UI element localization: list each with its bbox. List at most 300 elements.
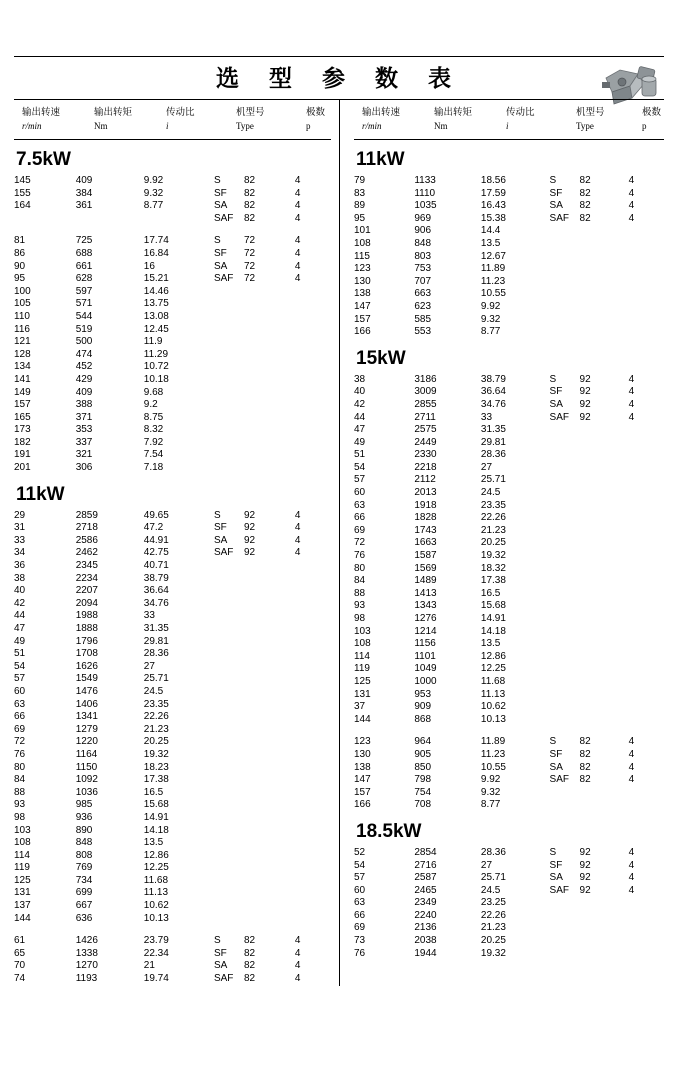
cell-ratio: 10.62 bbox=[480, 701, 506, 713]
cell-type bbox=[550, 651, 629, 664]
cell-output-torque: 1092 bbox=[75, 774, 98, 786]
cell-output-speed: 40 bbox=[354, 386, 366, 398]
table-row bbox=[14, 200, 331, 213]
cell-type bbox=[214, 623, 295, 636]
cell-poles bbox=[295, 887, 331, 900]
cell-output-speed: 141 bbox=[14, 373, 31, 385]
type-prefix: SF bbox=[549, 748, 563, 760]
table-row bbox=[354, 575, 664, 588]
table-row bbox=[14, 762, 331, 775]
cell-output-speed: 166 bbox=[354, 326, 371, 338]
cell-poles bbox=[629, 588, 664, 601]
cell-ratio: 9.92 bbox=[480, 774, 501, 786]
cell-poles bbox=[629, 714, 664, 727]
header-torque: 输出转矩 Nm bbox=[94, 107, 133, 131]
cell-ratio: 12.67 bbox=[480, 250, 506, 262]
cell-output-speed: 108 bbox=[354, 237, 371, 249]
cell-type bbox=[550, 774, 629, 787]
cell-output-speed: 173 bbox=[14, 424, 31, 436]
cell-output-speed: 76 bbox=[14, 748, 26, 760]
cell-output-speed: 66 bbox=[354, 512, 366, 524]
table-row bbox=[14, 799, 331, 812]
cell-type bbox=[214, 724, 295, 737]
cell-ratio: 24.5 bbox=[480, 487, 501, 499]
cell-ratio: 11.23 bbox=[480, 275, 506, 287]
cell-output-torque: 2218 bbox=[414, 461, 437, 473]
cell-output-speed: 84 bbox=[14, 774, 26, 786]
cell-output-speed: 119 bbox=[14, 862, 30, 874]
type-prefix: S bbox=[549, 846, 557, 858]
header-type: 机型号 Type bbox=[236, 107, 265, 131]
cell-output-torque: 2207 bbox=[75, 585, 98, 597]
cell-type bbox=[214, 837, 295, 850]
cell-type bbox=[550, 374, 629, 387]
cell-output-torque: 1743 bbox=[414, 524, 437, 536]
type-size: 82 bbox=[579, 736, 591, 748]
cell-output-torque: 2462 bbox=[75, 547, 98, 559]
cell-ratio: 19.74 bbox=[143, 973, 169, 985]
cell-output-torque: 850 bbox=[414, 761, 432, 773]
cell-output-speed: 144 bbox=[354, 713, 371, 725]
type-size: 92 bbox=[243, 509, 256, 521]
table-row bbox=[354, 386, 664, 399]
cell-output-speed: 166 bbox=[354, 799, 371, 811]
cell-output-speed: 37 bbox=[354, 701, 366, 713]
cell-output-torque: 848 bbox=[75, 837, 93, 849]
cell-poles bbox=[629, 689, 664, 702]
cell-output-speed: 144 bbox=[14, 912, 31, 924]
table-row bbox=[14, 273, 331, 286]
cell-output-torque: 969 bbox=[414, 212, 432, 224]
cell-output-torque: 2349 bbox=[414, 897, 437, 909]
table-row bbox=[14, 711, 331, 724]
cell-poles bbox=[629, 922, 664, 935]
cell-poles bbox=[629, 910, 664, 923]
cell-output-torque: 808 bbox=[75, 849, 93, 861]
cell-poles bbox=[629, 314, 664, 327]
cell-output-speed: 90 bbox=[14, 260, 26, 272]
cell-output-torque: 2718 bbox=[75, 522, 98, 534]
cell-output-torque: 1150 bbox=[75, 761, 98, 773]
cell-output-torque: 2575 bbox=[414, 424, 437, 436]
cell-type bbox=[550, 288, 629, 301]
table-row bbox=[354, 897, 664, 910]
cell-output-speed: 98 bbox=[14, 811, 26, 823]
type-prefix: SF bbox=[549, 386, 563, 398]
cell-type bbox=[550, 787, 629, 800]
cell-poles: 4 bbox=[294, 547, 301, 559]
cell-type bbox=[550, 238, 629, 251]
cell-type bbox=[214, 412, 295, 425]
table-row bbox=[354, 314, 664, 327]
cell-ratio: 11.68 bbox=[480, 675, 506, 687]
cell-ratio: 21 bbox=[143, 960, 155, 972]
cell-ratio: 12.45 bbox=[143, 323, 169, 335]
cell-output-speed: 147 bbox=[354, 300, 371, 312]
cell-output-speed: 123 bbox=[354, 736, 371, 748]
cell-output-speed: 100 bbox=[14, 285, 31, 297]
cell-output-speed: 60 bbox=[14, 685, 26, 697]
cell-ratio: 8.77 bbox=[480, 326, 501, 338]
two-column-layout bbox=[14, 100, 664, 986]
spec-table bbox=[354, 175, 664, 339]
cell-type bbox=[214, 774, 295, 787]
cell-output-torque: 1796 bbox=[75, 635, 98, 647]
cell-output-speed: 157 bbox=[354, 786, 371, 798]
cell-output-torque: 1663 bbox=[414, 537, 437, 549]
table-row bbox=[14, 825, 331, 838]
cell-output-torque: 1270 bbox=[75, 960, 98, 972]
cell-output-torque: 1101 bbox=[414, 650, 436, 662]
cell-output-torque: 1193 bbox=[75, 973, 98, 985]
table-row bbox=[354, 225, 664, 238]
cell-output-torque: 623 bbox=[414, 300, 432, 312]
table-row bbox=[14, 412, 331, 425]
table-row bbox=[14, 311, 331, 324]
type-prefix: SA bbox=[213, 200, 228, 212]
cell-output-speed: 40 bbox=[14, 585, 26, 597]
cell-output-speed: 128 bbox=[14, 348, 31, 360]
type-prefix: SAF bbox=[213, 273, 234, 285]
cell-type bbox=[214, 188, 295, 201]
cell-poles bbox=[295, 598, 331, 611]
cell-output-torque: 2234 bbox=[75, 572, 98, 584]
cell-poles bbox=[629, 651, 664, 664]
cell-output-torque: 2711 bbox=[414, 411, 436, 423]
type-prefix: SF bbox=[213, 522, 227, 534]
table-row bbox=[354, 799, 664, 812]
power-section-heading: 15kW bbox=[356, 347, 406, 369]
cell-ratio: 25.71 bbox=[480, 474, 506, 486]
type-size: 82 bbox=[243, 935, 256, 947]
cell-type bbox=[214, 749, 295, 762]
cell-poles bbox=[295, 774, 331, 787]
cell-output-speed: 60 bbox=[354, 884, 366, 896]
cell-poles bbox=[629, 550, 664, 563]
cell-type bbox=[550, 314, 629, 327]
cell-ratio: 44.91 bbox=[143, 534, 169, 546]
table-row bbox=[14, 188, 331, 201]
cell-type bbox=[214, 711, 295, 724]
cell-poles bbox=[295, 661, 331, 674]
type-size: 82 bbox=[579, 761, 591, 773]
type-prefix: S bbox=[213, 175, 221, 186]
cell-type bbox=[214, 661, 295, 674]
cell-ratio: 9.68 bbox=[143, 386, 164, 398]
cell-ratio: 38.79 bbox=[143, 572, 169, 584]
cell-ratio: 9.32 bbox=[480, 786, 501, 798]
cell-poles bbox=[629, 626, 664, 639]
cell-ratio: 8.77 bbox=[480, 799, 501, 811]
cell-poles: 4 bbox=[294, 175, 301, 186]
type-prefix: SA bbox=[549, 200, 563, 212]
cell-output-speed: 63 bbox=[354, 897, 366, 909]
cell-output-torque: 769 bbox=[75, 862, 93, 874]
cell-poles bbox=[295, 623, 331, 636]
cell-output-speed: 49 bbox=[354, 436, 366, 448]
cell-poles: 4 bbox=[628, 373, 635, 385]
cell-output-torque: 1220 bbox=[75, 736, 98, 748]
type-size: 92 bbox=[243, 547, 256, 559]
type-size: 82 bbox=[243, 973, 256, 985]
cell-ratio: 10.18 bbox=[143, 373, 169, 385]
cell-poles bbox=[295, 573, 331, 586]
cell-poles: 4 bbox=[628, 736, 635, 748]
cell-poles bbox=[629, 897, 664, 910]
cell-output-torque: 353 bbox=[75, 424, 93, 436]
cell-type bbox=[214, 787, 295, 800]
type-prefix: SF bbox=[213, 187, 227, 199]
table-row bbox=[14, 547, 331, 560]
cell-poles bbox=[295, 424, 331, 437]
table-row bbox=[354, 638, 664, 651]
cell-poles: 4 bbox=[294, 522, 301, 534]
cell-type bbox=[550, 872, 629, 885]
table-row bbox=[354, 563, 664, 576]
cell-poles bbox=[295, 412, 331, 425]
block-gap bbox=[14, 225, 331, 235]
cell-output-torque: 452 bbox=[75, 361, 93, 373]
cell-type bbox=[214, 261, 295, 274]
type-size: 92 bbox=[579, 872, 591, 884]
cell-output-torque: 628 bbox=[75, 273, 93, 285]
type-prefix: SAF bbox=[549, 884, 569, 896]
table-row bbox=[354, 525, 664, 538]
cell-output-speed: 33 bbox=[14, 534, 26, 546]
cell-type bbox=[214, 686, 295, 699]
cell-poles: 4 bbox=[294, 534, 301, 546]
cell-type bbox=[550, 462, 629, 475]
cell-ratio: 11.68 bbox=[143, 874, 169, 886]
table-row bbox=[14, 948, 331, 961]
cell-output-speed: 81 bbox=[14, 235, 26, 247]
cell-poles: 4 bbox=[294, 187, 301, 199]
table-row bbox=[354, 188, 664, 201]
cell-type bbox=[214, 361, 295, 374]
cell-output-speed: 54 bbox=[354, 859, 366, 871]
table-row bbox=[354, 600, 664, 613]
cell-output-speed: 134 bbox=[14, 361, 31, 373]
cell-poles bbox=[629, 600, 664, 613]
spec-table bbox=[14, 175, 331, 225]
cell-ratio: 40.71 bbox=[143, 560, 169, 572]
cell-output-torque: 1406 bbox=[75, 698, 98, 710]
cell-output-speed: 74 bbox=[14, 973, 26, 985]
cell-output-torque: 1214 bbox=[414, 625, 437, 637]
cell-output-torque: 1626 bbox=[75, 660, 98, 672]
cell-poles: 4 bbox=[294, 247, 301, 259]
header-ratio: 传动比 i bbox=[506, 107, 535, 131]
cell-output-speed: 201 bbox=[14, 462, 31, 474]
table-row bbox=[354, 251, 664, 264]
cell-ratio: 25.71 bbox=[480, 872, 506, 884]
cell-ratio: 16 bbox=[143, 260, 155, 272]
cell-poles bbox=[629, 787, 664, 800]
header-rpm: 输出转速 r/min bbox=[22, 107, 61, 131]
cell-type bbox=[550, 749, 629, 762]
type-size: 72 bbox=[243, 247, 256, 259]
cell-ratio: 20.25 bbox=[480, 537, 506, 549]
cell-type bbox=[550, 500, 629, 513]
cell-output-speed: 125 bbox=[14, 874, 31, 886]
cell-output-speed: 115 bbox=[354, 250, 370, 262]
cell-type bbox=[214, 298, 295, 311]
cell-output-speed: 103 bbox=[354, 625, 371, 637]
cell-poles bbox=[629, 288, 664, 301]
cell-output-speed: 76 bbox=[354, 947, 366, 959]
power-section-heading: 7.5kW bbox=[16, 149, 71, 170]
type-size: 92 bbox=[579, 859, 591, 871]
cell-poles bbox=[295, 699, 331, 712]
cell-ratio: 7.54 bbox=[143, 449, 164, 461]
cell-type bbox=[214, 349, 295, 362]
table-row bbox=[14, 248, 331, 261]
cell-type bbox=[550, 762, 629, 775]
cell-output-speed: 114 bbox=[354, 650, 370, 662]
table-row bbox=[14, 686, 331, 699]
table-row bbox=[354, 263, 664, 276]
cell-ratio: 25.71 bbox=[143, 673, 169, 685]
cell-output-speed: 95 bbox=[14, 273, 26, 285]
cell-output-speed: 72 bbox=[354, 537, 366, 549]
cell-output-speed: 51 bbox=[14, 648, 26, 660]
cell-ratio: 8.75 bbox=[143, 411, 164, 423]
cell-poles bbox=[295, 399, 331, 412]
type-size: 92 bbox=[579, 386, 591, 398]
cell-type bbox=[214, 762, 295, 775]
cell-output-torque: 1035 bbox=[414, 200, 437, 212]
cell-output-speed: 89 bbox=[354, 200, 366, 212]
cell-output-speed: 29 bbox=[14, 509, 26, 521]
cell-type bbox=[214, 736, 295, 749]
cell-poles: 4 bbox=[294, 235, 301, 247]
cell-output-speed: 164 bbox=[14, 200, 31, 212]
cell-output-torque: 1828 bbox=[414, 512, 437, 524]
cell-output-speed: 80 bbox=[354, 562, 366, 574]
type-size: 72 bbox=[243, 260, 256, 272]
cell-type bbox=[214, 535, 295, 548]
cell-poles: 4 bbox=[294, 960, 301, 972]
cell-type bbox=[214, 598, 295, 611]
cell-type bbox=[550, 188, 629, 201]
cell-poles bbox=[629, 301, 664, 314]
spec-table bbox=[14, 935, 331, 985]
spec-table bbox=[354, 736, 664, 812]
cell-ratio: 20.25 bbox=[480, 935, 506, 947]
table-row bbox=[14, 387, 331, 400]
cell-output-torque: 2013 bbox=[414, 487, 437, 499]
cell-output-torque: 868 bbox=[414, 713, 432, 725]
cell-output-torque: 1276 bbox=[414, 613, 437, 624]
cell-type bbox=[214, 610, 295, 623]
type-size: 82 bbox=[579, 200, 591, 212]
cell-output-speed: 61 bbox=[14, 935, 26, 947]
cell-output-torque: 371 bbox=[75, 411, 93, 423]
cell-output-torque: 388 bbox=[75, 399, 93, 411]
cell-output-torque: 953 bbox=[414, 688, 432, 700]
type-prefix: SA bbox=[213, 260, 228, 272]
type-size: 92 bbox=[579, 846, 591, 858]
cell-ratio: 19.32 bbox=[480, 947, 506, 959]
cell-output-torque: 409 bbox=[75, 175, 93, 186]
cell-ratio: 31.35 bbox=[480, 424, 506, 436]
cell-poles bbox=[295, 336, 331, 349]
cell-ratio: 9.92 bbox=[143, 175, 164, 186]
cell-output-torque: 1036 bbox=[75, 786, 98, 798]
cell-poles bbox=[295, 913, 331, 926]
table-row bbox=[14, 437, 331, 450]
cell-poles bbox=[295, 349, 331, 362]
cell-type bbox=[214, 522, 295, 535]
cell-type bbox=[214, 449, 295, 462]
cell-output-speed: 36 bbox=[14, 560, 26, 572]
table-row bbox=[14, 749, 331, 762]
type-prefix: S bbox=[549, 736, 557, 748]
cell-poles: 4 bbox=[294, 935, 301, 947]
cell-poles: 4 bbox=[628, 398, 635, 410]
table-row bbox=[14, 399, 331, 412]
power-section-heading: 11kW bbox=[356, 149, 405, 170]
cell-output-torque: 585 bbox=[414, 313, 432, 325]
cell-output-torque: 1988 bbox=[75, 610, 98, 622]
cell-type bbox=[550, 663, 629, 676]
table-row bbox=[354, 399, 664, 412]
cell-type bbox=[550, 575, 629, 588]
cell-poles bbox=[295, 862, 331, 875]
cell-type bbox=[550, 276, 629, 289]
cell-ratio: 22.26 bbox=[480, 512, 506, 524]
cell-ratio: 23.35 bbox=[480, 499, 506, 511]
cell-output-torque bbox=[76, 213, 144, 226]
cell-poles bbox=[295, 875, 331, 888]
cell-output-speed: 147 bbox=[354, 774, 371, 786]
cell-output-torque: 2465 bbox=[414, 884, 437, 896]
cell-ratio: 10.55 bbox=[480, 761, 506, 773]
cell-ratio: 23.79 bbox=[143, 935, 169, 947]
cell-output-torque: 321 bbox=[75, 449, 93, 461]
cell-output-torque: 905 bbox=[414, 748, 432, 760]
cell-poles bbox=[629, 225, 664, 238]
cell-poles: 4 bbox=[294, 260, 301, 272]
cell-output-torque: 754 bbox=[414, 786, 432, 798]
cell-type bbox=[550, 474, 629, 487]
cell-output-torque: 3009 bbox=[414, 386, 437, 398]
cell-ratio: 7.92 bbox=[143, 436, 164, 448]
cell-ratio: 17.74 bbox=[143, 235, 169, 247]
cell-ratio: 15.38 bbox=[480, 212, 506, 224]
table-row bbox=[14, 261, 331, 274]
cell-type bbox=[214, 648, 295, 661]
cell-ratio: 23.25 bbox=[480, 897, 506, 909]
cell-output-torque: 848 bbox=[414, 237, 432, 249]
cell-output-torque: 906 bbox=[414, 225, 432, 237]
type-prefix: SAF bbox=[549, 212, 569, 224]
header-rule-right bbox=[354, 139, 664, 140]
cell-ratio: 14.18 bbox=[143, 824, 169, 836]
table-row bbox=[354, 736, 664, 749]
cell-type bbox=[550, 799, 629, 812]
cell-output-speed: 84 bbox=[354, 575, 366, 587]
cell-ratio: 33 bbox=[480, 411, 493, 423]
cell-type bbox=[550, 885, 629, 898]
type-prefix: SAF bbox=[549, 774, 569, 786]
cell-ratio: 19.32 bbox=[480, 550, 506, 562]
cell-output-speed: 130 bbox=[354, 275, 371, 287]
type-size: 82 bbox=[579, 748, 591, 760]
cell-type bbox=[214, 311, 295, 324]
cell-poles bbox=[295, 900, 331, 913]
table-row bbox=[14, 585, 331, 598]
